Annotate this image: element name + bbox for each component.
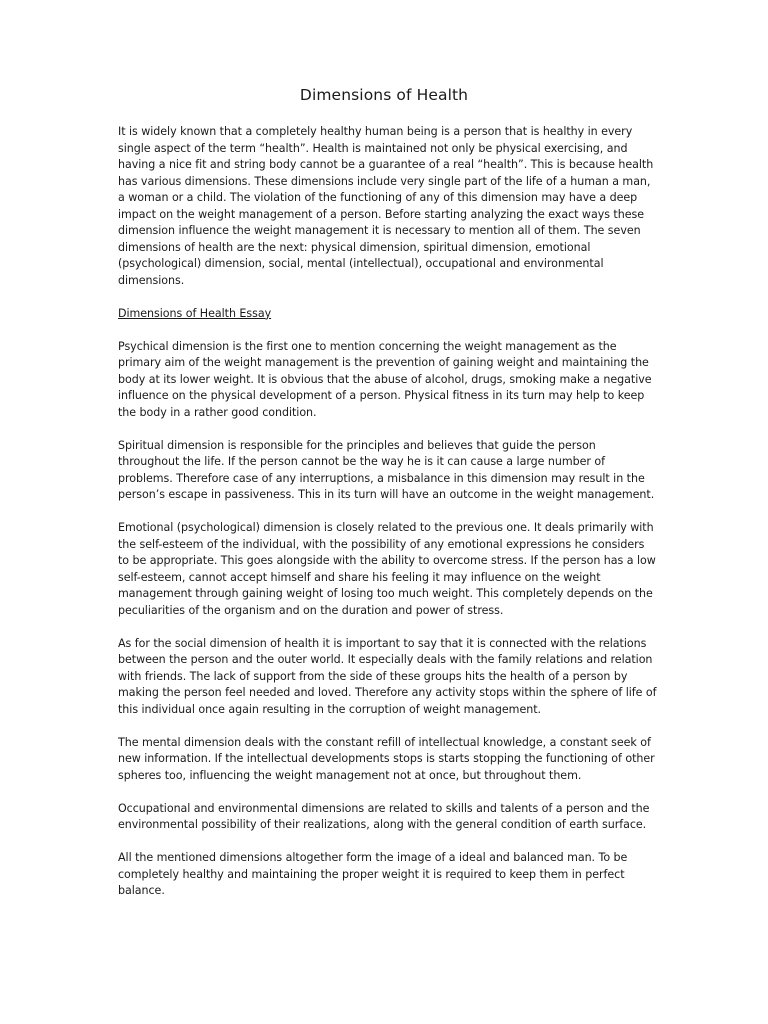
paragraph-emotional: Emotional (psychological) dimension is closely related to the previous one. It deals primarily with the self-esteem of the individual, with the possibility of any emotional expressions he considers to be appropriate. This goes alongside with the ability to overcome stress. If the person has a low self-esteem, cannot accept himself and share his feeling it may influence on the weight management through gaining weight of losing too much weight. This completely depends on the peculiarities of the organism and on the duration and power of stress. (118, 521, 656, 617)
section-heading: Dimensions of Health Essay (118, 306, 272, 320)
paragraph-mental: The mental dimension deals with the constant refill of intellectual knowledge, a constant seek of new information. If the intellectual developments stops is starts stopping the functioning of other spheres too, influencing the weight management not at once, but throughout them. (118, 735, 655, 782)
intro-paragraph: It is widely known that a completely healthy human being is a person that is healthy in every single aspect of the term “health”. Health is maintained not only be physical exercising, and having a nice fit and string body cannot be a guarantee of a real “health”. This is because health has various dimensions. These dimensions include very single part of the life of a human a man, a woman or a child. The violation of the functioning of any of this dimension may have a deep impact on the weight management of a person. Before starting analyzing the exact ways these dimension influence the weight management it is necessary to mention all of them. The seven dimensions of health are the next: physical dimension, spiritual dimension, emotional (psychological) dimension, social, mental (intellectual), occupational and environmental dimensions. (118, 125, 654, 287)
document-title: Dimensions of Health (299, 86, 469, 104)
paragraph-social: As for the social dimension of health it is important to say that it is connected with the relations between the person and the outer world. It especially deals with the family relations and relation with friends. The lack of support from the side of these groups hits the health of a person by making the person feel needed and loved. Therefore any activity stops within the sphere of life of this individual once again resulting in the corruption of weight management. (118, 636, 657, 716)
document-body (118, 124, 658, 916)
paragraph-occupational: Occupational and environmental dimensions are related to skills and talents of a person and the environmental possibility of their realizations, along with the general condition of earth surface. (118, 801, 650, 831)
paragraph-spiritual: Spiritual dimension is responsible for the principles and believes that guide the person throughout the life. If the person cannot be the way he is it can cause a large number of problems. Therefore case of any interruptions, a misbalance in this dimension may result in the person’s escape in passiveness. This in its turn will have an outcome in the weight management. (118, 438, 655, 501)
paragraph-physical: Psychical dimension is the first one to mention concerning the weight management as the primary aim of the weight management is the prevention of gaining weight and maintaining the body at its lower weight. It is obvious that the abuse of alcohol, drugs, smoking make a negative influence on the physical development of a person. Physical fitness in its turn may help to keep the body in a rather good condition. (118, 339, 652, 419)
paragraph-conclusion: All the mentioned dimensions altogether form the image of a ideal and balanced man. To be completely healthy and maintaining the proper weight it is required to keep them in perfect balance. (118, 851, 628, 897)
